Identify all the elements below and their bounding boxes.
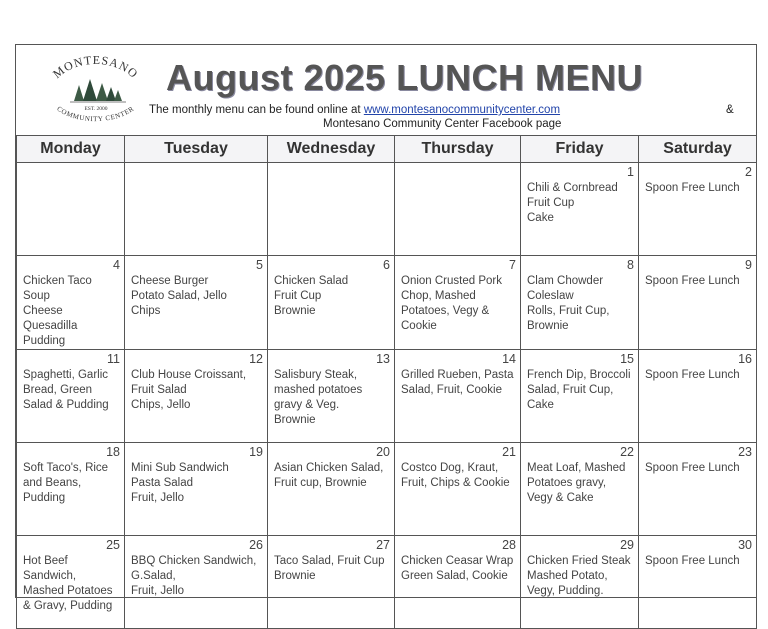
day-cell — [268, 256, 395, 350]
meal-text: Spoon Free Lunch — [645, 275, 740, 287]
menu-header — [16, 45, 756, 135]
day-number — [131, 165, 263, 180]
week-row — [17, 256, 757, 350]
day-number — [274, 165, 390, 180]
day-number: 27 — [376, 538, 390, 552]
calendar-body — [17, 163, 757, 629]
day-cell — [268, 443, 395, 536]
meal-text: Spoon Free Lunch — [645, 182, 740, 194]
meal-text: Mini Sub Sandwich Pasta Salad Fruit, Jello — [131, 462, 229, 504]
day-number: 13 — [376, 352, 390, 366]
weekday-header: Wednesday — [268, 136, 395, 163]
day-cell — [395, 256, 521, 350]
day-cell — [521, 443, 639, 536]
day-cell — [395, 536, 521, 629]
ampersand: & — [726, 104, 734, 116]
day-number: 30 — [738, 538, 752, 552]
day-number: 21 — [502, 445, 516, 459]
day-cell — [17, 443, 125, 536]
day-number: 16 — [738, 352, 752, 366]
day-cell — [639, 163, 757, 256]
meal-text: Chicken Ceasar Wrap Green Salad, Cookie — [401, 555, 514, 582]
day-cell — [17, 350, 125, 443]
day-number: 6 — [383, 258, 390, 272]
meal-text: Asian Chicken Salad, Fruit cup, Brownie — [274, 462, 384, 489]
day-cell — [521, 536, 639, 629]
logo-top-text: MONTESANO — [50, 53, 142, 82]
day-cell — [395, 163, 521, 256]
day-cell — [125, 256, 268, 350]
meal-text: Salisbury Steak, mashed potatoes gravy & Veg. Brownie — [274, 369, 363, 426]
day-number — [23, 165, 120, 180]
logo-est: EST. 2000 — [84, 106, 108, 112]
day-number: 28 — [502, 538, 516, 552]
day-cell — [125, 443, 268, 536]
day-cell — [17, 536, 125, 629]
weekday-header: Thursday — [395, 136, 521, 163]
day-number: 9 — [745, 258, 752, 272]
day-cell — [521, 256, 639, 350]
day-number: 5 — [256, 258, 263, 272]
menu-frame — [15, 44, 757, 612]
meal-text: Soft Taco's, Rice and Beans, Pudding — [23, 462, 109, 504]
meal-text: Hot Beef Sandwich, Mashed Potatoes & Gravy, Pudding — [23, 555, 113, 612]
meal-text: French Dip, Broccoli Salad, Fruit Cup, Cake — [527, 369, 631, 411]
weekday-header: Tuesday — [125, 136, 268, 163]
day-number: 11 — [107, 352, 120, 366]
meal-text: BBQ Chicken Sandwich, G.Salad, Fruit, Jello — [131, 555, 257, 597]
day-number: 8 — [627, 258, 634, 272]
subtitle-prefix: The monthly menu can be found online at — [149, 104, 364, 116]
week-row — [17, 350, 757, 443]
day-cell — [639, 536, 757, 629]
facebook-line: Montesano Community Center Facebook page — [323, 118, 562, 130]
week-row — [17, 163, 757, 256]
day-cell — [17, 256, 125, 350]
meal-text: Chicken Fried Steak Mashed Potato, Vegy, Pudding. — [527, 555, 631, 597]
day-number: 14 — [502, 352, 516, 366]
day-number: 1 — [627, 165, 634, 179]
meal-text: Chicken Salad Fruit Cup Brownie — [274, 275, 349, 317]
day-cell — [125, 350, 268, 443]
subtitle-line — [149, 104, 560, 116]
day-number: 18 — [106, 445, 120, 459]
day-cell — [395, 350, 521, 443]
meal-text: Costco Dog, Kraut, Fruit, Chips & Cookie — [401, 462, 510, 489]
day-number: 12 — [249, 352, 263, 366]
day-cell — [268, 163, 395, 256]
meal-text: Grilled Rueben, Pasta Salad, Fruit, Cookie — [401, 369, 514, 396]
day-number: 20 — [376, 445, 390, 459]
weekday-header-row — [17, 136, 757, 163]
week-row — [17, 443, 757, 536]
day-cell — [125, 536, 268, 629]
meal-text: Spoon Free Lunch — [645, 462, 740, 474]
day-number: 22 — [620, 445, 634, 459]
meal-text: Chicken Taco Soup Cheese Quesadilla Pudding — [23, 275, 92, 347]
meal-text: Cheese Burger Potato Salad, Jello Chips — [131, 275, 227, 317]
meal-text: Taco Salad, Fruit Cup Brownie — [274, 555, 385, 582]
meal-text: Spoon Free Lunch — [645, 555, 740, 567]
svg-text:MONTESANO — [50, 53, 141, 81]
day-number: 29 — [620, 538, 634, 552]
day-number: 2 — [745, 165, 752, 179]
day-number: 23 — [738, 445, 752, 459]
day-cell — [639, 256, 757, 350]
meal-text: Club House Croissant, Fruit Salad Chips, Jello — [131, 369, 247, 411]
meal-text: Spoon Free Lunch — [645, 369, 740, 381]
meal-text: Clam Chowder Coleslaw Rolls, Fruit Cup, Brownie — [527, 275, 610, 332]
weekday-header: Monday — [17, 136, 125, 163]
day-cell — [17, 163, 125, 256]
meal-text: Meat Loaf, Mashed Potatoes gravy, Vegy & Cake — [527, 462, 626, 504]
day-cell — [521, 163, 639, 256]
montesano-logo — [38, 53, 153, 128]
day-cell — [125, 163, 268, 256]
day-cell — [639, 350, 757, 443]
day-number: 19 — [249, 445, 263, 459]
menu-calendar — [16, 135, 757, 629]
day-cell — [268, 350, 395, 443]
logo-bottom-text: COMMUNITY CENTER — [55, 104, 136, 124]
day-cell — [521, 350, 639, 443]
day-cell — [268, 536, 395, 629]
day-cell — [639, 443, 757, 536]
day-cell — [395, 443, 521, 536]
day-number: 15 — [620, 352, 634, 366]
day-number — [401, 165, 516, 180]
day-number: 7 — [509, 258, 516, 272]
weekday-header: Saturday — [639, 136, 757, 163]
meal-text: Spaghetti, Garlic Bread, Green Salad & Pudding — [23, 369, 109, 411]
meal-text: Chili & Cornbread Fruit Cup Cake — [527, 182, 618, 224]
website-link[interactable]: www.montesanocommunitycenter.com — [363, 104, 561, 116]
week-row — [17, 536, 757, 629]
day-number: 26 — [249, 538, 263, 552]
meal-text: Onion Crusted Pork Chop, Mashed Potatoes, Vegy & Cookie — [401, 275, 502, 332]
weekday-header: Friday — [521, 136, 639, 163]
page-title: August 2025 LUNCH MENU — [166, 57, 644, 98]
day-number: 25 — [106, 538, 120, 552]
day-number: 4 — [113, 258, 120, 272]
